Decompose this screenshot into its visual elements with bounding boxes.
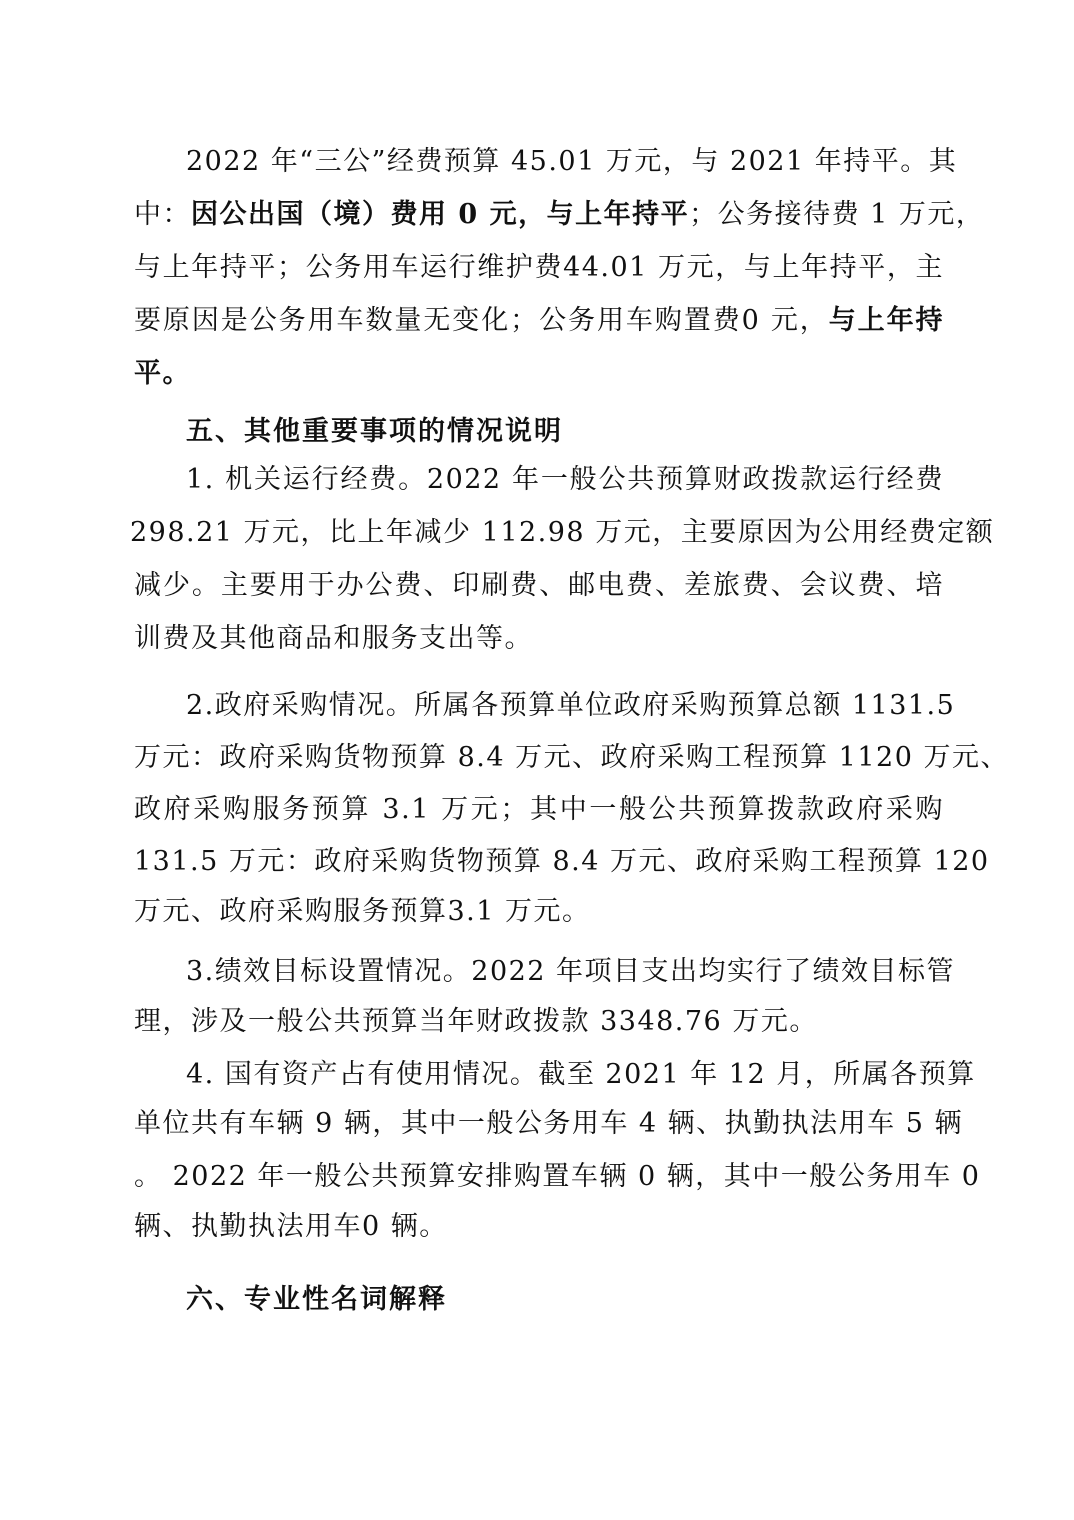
paragraph-line: 政府采购服务预算 3.1 万元；其中一般公共预算拨款政府采购 [134,794,944,825]
paragraph-line: 2.政府采购情况。所属各预算单位政府采购预算总额 1131.5 [186,690,956,721]
paragraph-line [134,248,944,288]
paragraph-line: 单位共有车辆 9 辆，其中一般公务用车 4 辆、执勤执法用车 5 辆 [134,1108,964,1139]
section-heading: 五、其他重要事项的情况说明 [186,416,563,447]
paragraph-line: 3.绩效目标设置情况。2022 年项目支出均实行了绩效目标管 [186,956,956,987]
paragraph-line: 万元、政府采购服务预算3.1 万元。 [134,896,591,927]
text-segment: ；公务接待费 1 万元， [689,199,985,230]
paragraph-line: 4. 国有资产占有使用情况。截至 2021 年 12 月，所属各预算 [186,1059,976,1090]
text-segment-bold: 与上年持 [828,305,945,336]
paragraph-line: 辆、执勤执法用车0 辆。 [134,1211,448,1242]
paragraph-line: 减少。主要用于办公费、印刷费、邮电费、差旅费、会议费、培 [134,570,944,601]
text-segment-bold: 因公出国（境）费用 0 元，与上年持平 [191,199,690,230]
text-segment: 中： [134,199,191,230]
paragraph-line [134,195,985,235]
paragraph-line: 。 2022 年一般公共预算安排购置车辆 0 辆，其中一般公务用车 0 [134,1161,981,1192]
paragraph-line: 万元：政府采购货物预算 8.4 万元、政府采购工程预算 1120 万元、 [134,742,1009,773]
paragraph-line: 训费及其他商品和服务支出等。 [134,623,533,654]
text-segment: 要原因是公务用车数量无变化；公务用车购置费0 元， [134,305,829,336]
text-segment: 与上年持平；公务用车运行维护费44.01 万元，与上年持平，主 [134,252,944,283]
paragraph-line [134,301,944,341]
paragraph-line [134,354,944,394]
paragraph-line: 1. 机关运行经费。2022 年一般公共预算财政拨款运行经费 [186,464,944,495]
paragraph-line: 131.5 万元：政府采购货物预算 8.4 万元、政府采购工程预算 120 [134,846,990,877]
text-segment-bold: 平。 [134,358,191,389]
paragraph-line: 理，涉及一般公共预算当年财政拨款 3348.76 万元。 [134,1006,818,1037]
text-segment: 2022 年“三公”经费预算 45.01 万元，与 2021 年持平。其 [186,146,958,177]
section-heading: 六、专业性名词解释 [186,1284,447,1315]
paragraph-line: 298.21 万元，比上年减少 112.98 万元，主要原因为公用经费定额 [130,517,995,548]
paragraph-line [186,142,958,182]
